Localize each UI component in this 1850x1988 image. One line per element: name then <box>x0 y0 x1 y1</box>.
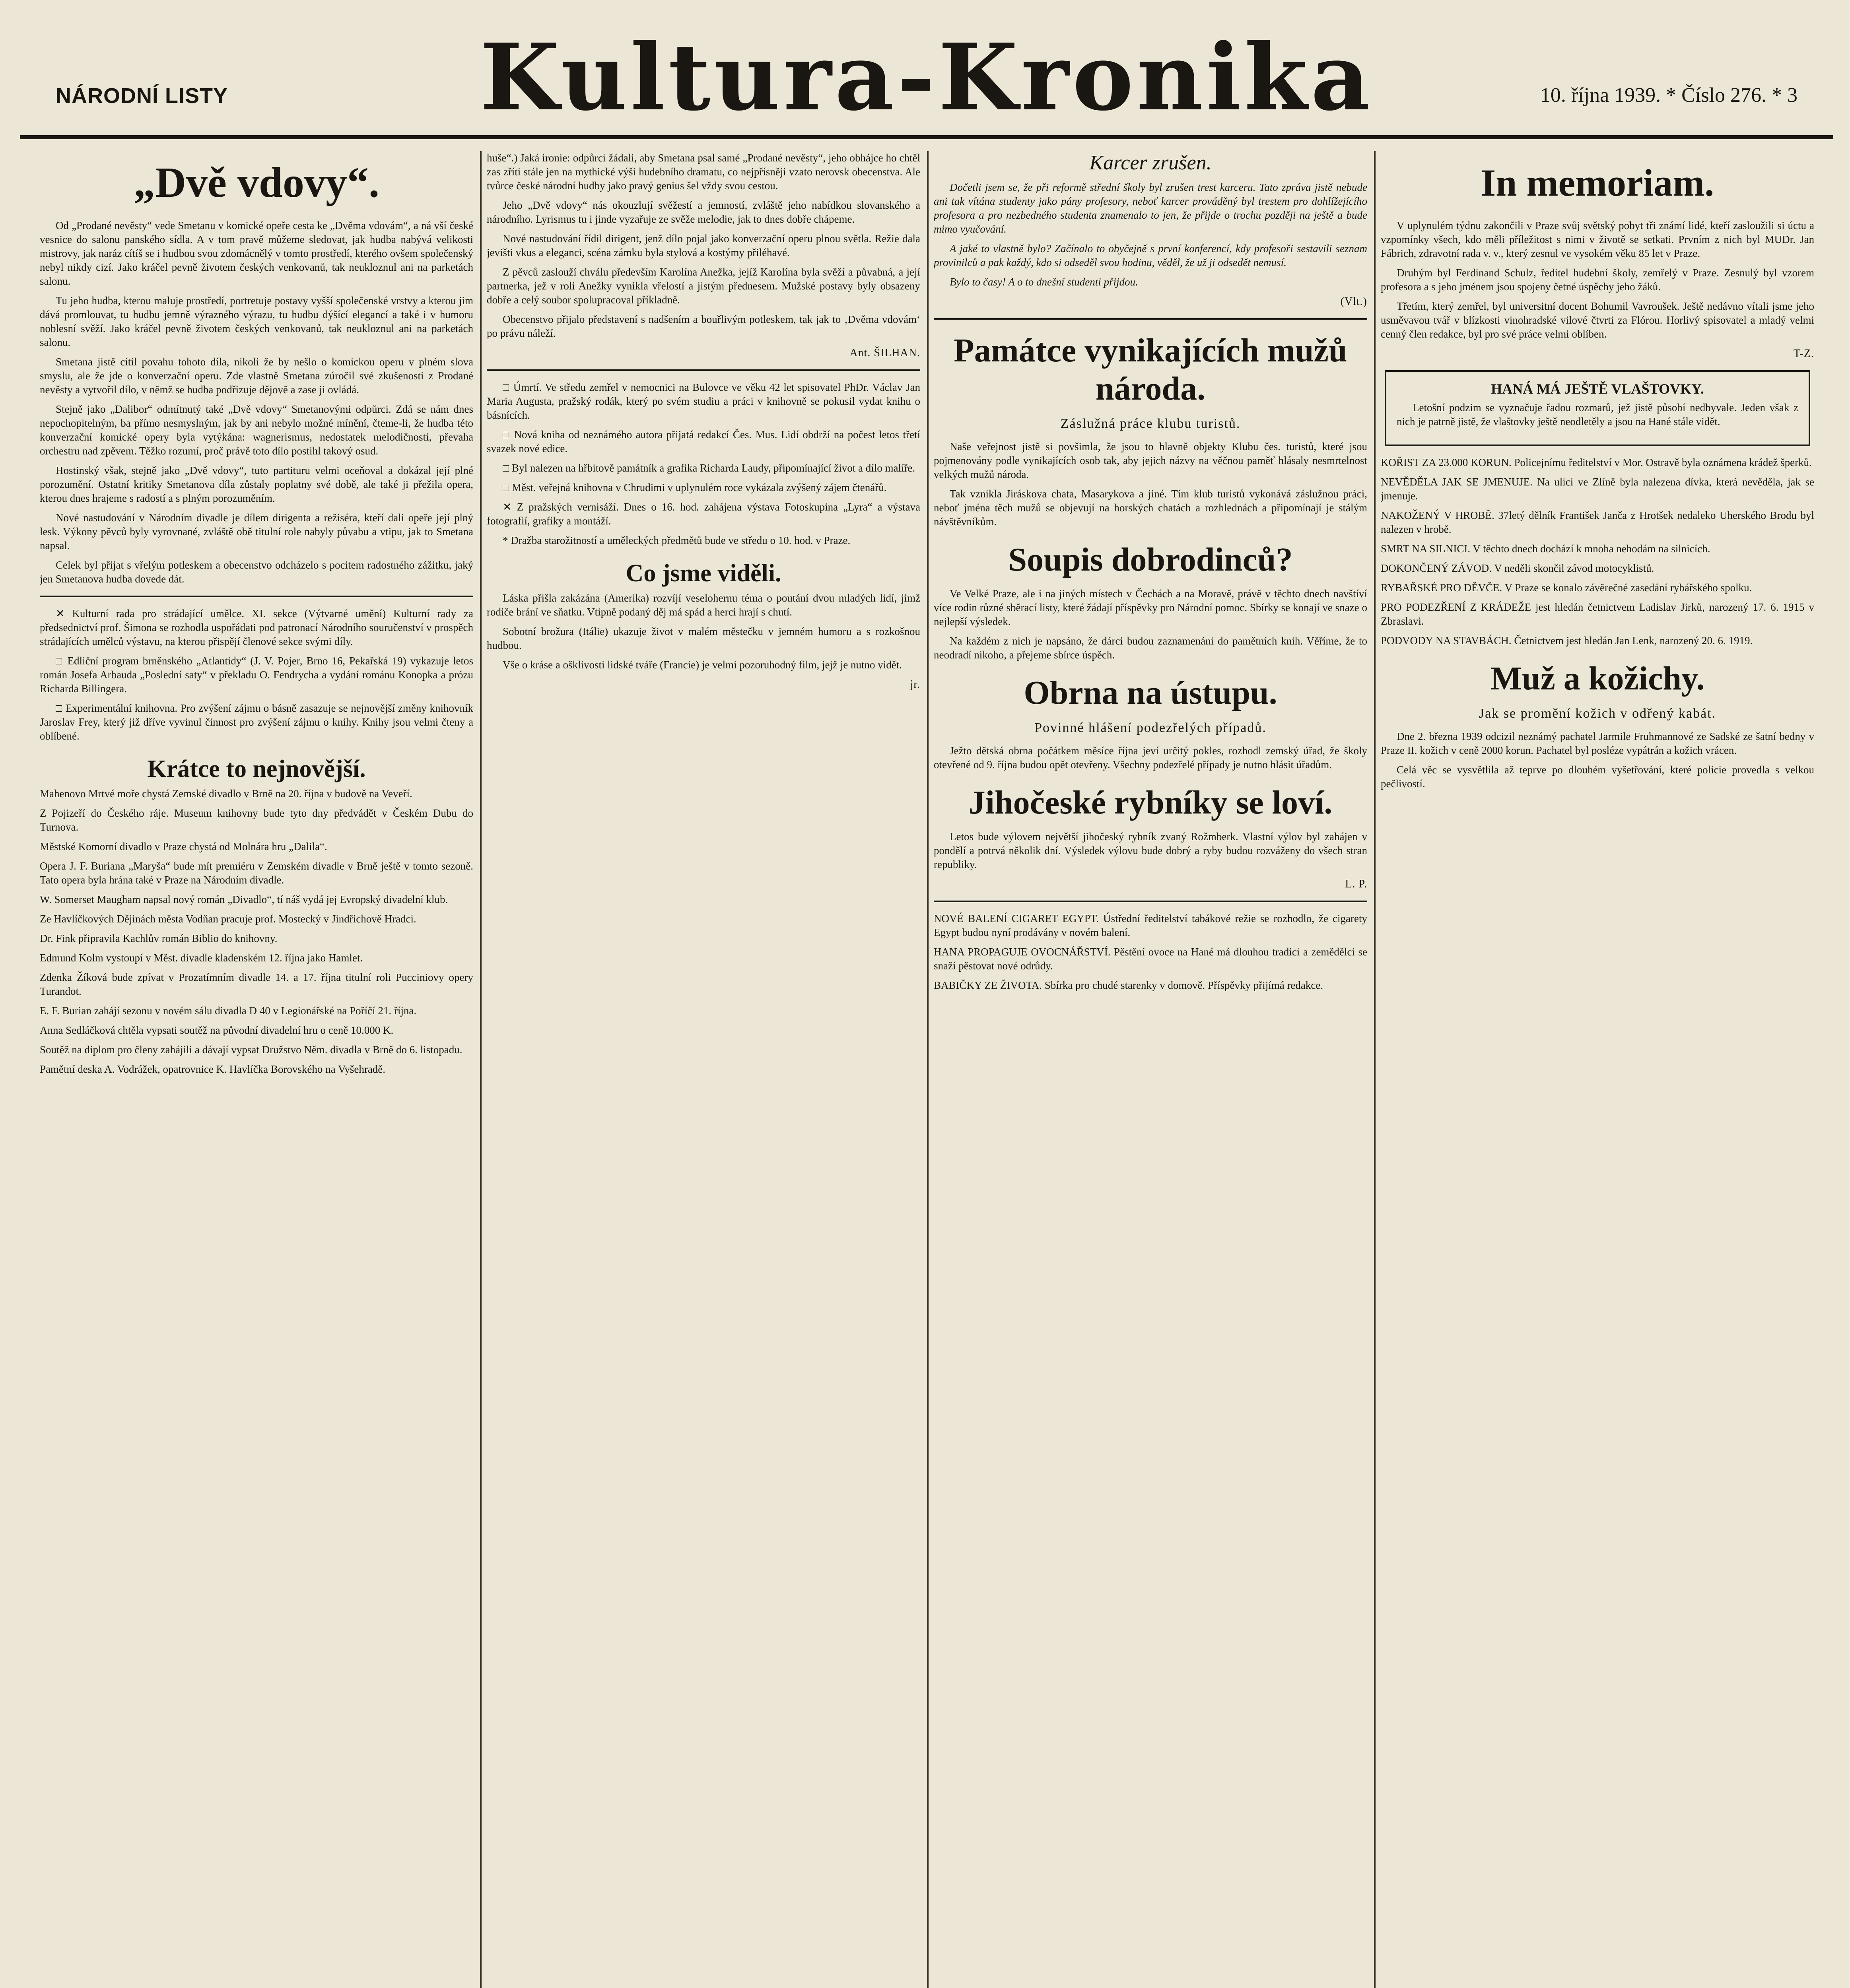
paragraph: Tu jeho hudba, kterou maluje prostředí, portretuje postavy vyšší společenské vrstvy a kterou jim dává promlouvat, tu hudbu jemně výrazného výrazu, tu hudbu dýšící elegancí a také i v humoru noblesní svěží. Jako kráčel pevně životem českých venkovanů, tak neukloznul ani na parketách salonu. <box>40 295 473 348</box>
article-subtitle: Jak se promění kožich v odřený kabát. <box>1479 706 1716 721</box>
author-signature: (Vlt.) <box>1340 295 1367 308</box>
film-review: Sobotní brožura (Itálie) ukazuje život v malém městečku v jemném humoru a s rozkošnou hudbou. <box>487 625 920 651</box>
note: □ Byl nalezen na hřbitově památník a grafika Richarda Laudy, připomínající život a dílo malíře. <box>503 462 915 474</box>
divider <box>487 369 920 371</box>
paragraph: Ve Velké Praze, ale i na jiných místech v Čechách a na Moravě, právě v těchto dnech navštíví více rodin různé sběrací listy, které žádají příspěvky pro Národní pomoc. Sbírky se konají ve snaze o nejlepší výsledek. <box>934 588 1367 627</box>
film-review: Láska přišla zakázána (Amerika) rozvíjí veselohernu téma o poutání dvou mladých lidí, jimž rodiče brání ve sňatku. Vtipně podaný děj má spád a herci hrají s chutí. <box>487 592 920 618</box>
brief-item: Edmund Kolm vystoupí v Měst. divadle kladenském 12. října jako Hamlet. <box>40 952 363 964</box>
section-heading: Co jsme viděli. <box>626 560 781 587</box>
author-signature: jr. <box>910 678 920 691</box>
column-4 <box>1381 151 1814 1988</box>
article-headline: Karcer zrušen. <box>1089 151 1212 174</box>
brief-item: Dr. Fink připravila Kachlův román Biblio do knihovny. <box>40 932 278 944</box>
paragraph: Z pěvců zaslouží chválu především Karolína Anežka, jejíž Karolína byla svěží a půvabná, a její partnerka, jež v roli Anežky vynikla vřelostí a jistým přednesem. Mužské postavy byly obsazeny dobře a celý soubor spolupracoval příkladně. <box>487 266 920 306</box>
news-item: BABIČKY ZE ŽIVOTA. Sbírka pro chudé starenky v domově. Příspěvky přijímá redakce. <box>934 979 1323 991</box>
paragraph: Celek byl přijat s vřelým potleskem a obecenstvo odcházelo s pocitem radostného zážitku, jaký jen Smetanova hudba dovede dát. <box>40 559 473 585</box>
article-subtitle: Záslužná práce klubu turistů. <box>1060 416 1241 431</box>
section-title: Kultura-Kronika <box>480 24 1374 131</box>
column-rule <box>480 151 482 1988</box>
divider <box>934 318 1367 320</box>
brief-item: Zdenka Žíková bude zpívat v Prozatímním divadle 14. a 17. října titulní roli Pucciniovy opery Turandot. <box>40 971 473 997</box>
news-item: NAKOŽENÝ V HROBĚ. 37letý dělník František Janča z Hrotšek nedaleko Uherského Brodu byl nalezen v hrobě. <box>1381 509 1814 535</box>
news-item: KOŘIST ZA 23.000 KORUN. Policejnímu ředitelství v Mor. Ostravě byla oznámena krádež šperků. <box>1381 456 1812 468</box>
column-3 <box>934 151 1367 1988</box>
article-headline: In memoriam. <box>1481 161 1714 204</box>
note: □ Edliční program brněnského „Atlantidy“ (J. V. Pojer, Brno 16, Pekařská 19) vykazuje letos román Josefa Arbaudа „Poslední saty“ v překladu O. Fendrycha a vydání románu Konopka a prózu Richarda Billingera. <box>40 655 473 695</box>
paragraph: A jaké to vlastně bylo? Začínalo to obyčejně s první konferencí, kdy profesoři sestavili seznam provinilců a pak každý, kdo si odseděl svou hodinu, věděl, že už ji odsedět nemusí. <box>934 243 1367 268</box>
news-item: RYBAŘSKÉ PRO DĚVČE. V Praze se konalo závěrečné zasedání rybářského spolku. <box>1381 582 1752 594</box>
news-item: DOKONČENÝ ZÁVOD. V neděli skončil závod motocyklistů. <box>1381 562 1654 574</box>
article-headline: „Dvě vdovy“. <box>134 159 379 206</box>
paragraph: Nové nastudování v Národním divadle je dílem dirigenta a režiséra, kteří dali opeře její plný lesk. Výkony pěvců byly vyrovnané, zvláště obě titulní role nabyly půvabu a vtipu, jak to Smetana napsal. <box>40 512 473 551</box>
note: □ Úmrtí. Ve středu zemřel v nemocnici na Bulovce ve věku 42 let spisovatel PhDr. Václav Jan Maria Augusta, pražský rodák, který po svém studiu a práci v knihovně se pokusil vydat knihu o básnících. <box>487 381 920 421</box>
news-item: NOVÉ BALENÍ CIGARET EGYPT. Ústřední ředitelství tabákové režie se rozhodlo, že cigarety Egypt budou nyní prodávány v novém balení. <box>934 912 1367 938</box>
column-rule <box>927 151 929 1988</box>
paragraph: Dne 2. března 1939 odcizil neznámý pachatel Jarmile Fruhmannové ze Sadské ze šatní bedny v Praze II. kožich v ceně 2000 korun. Pachatel byl posléze vypátrán a kožich vrácen. <box>1381 730 1814 756</box>
article-headline: Soupis dobrodinců? <box>1008 541 1293 578</box>
paragraph: Hostinský však, stejně jako „Dvě vdovy“, tuto partituru velmi oceňoval a dokázal její plné porozumění. Ostatní kritiky Smetanova díla zůstaly poplatny své době, ale také ji přežila opera, kterou dnes hrajeme s radostí a s plným porozuměním. <box>40 464 473 504</box>
note: □ Nová kniha od neznámého autora přijatá redakcí Čes. Mus. Lidí obdrží na počest letos třetí svazek nové edice. <box>487 429 920 454</box>
boxed-notice <box>1385 370 1810 446</box>
paragraph: Na každém z nich je napsáno, že dárci budou zaznamenáni do pamětních knih. Věříme, že to neodradí nikoho, a přejeme sbírce úspěch. <box>934 635 1367 661</box>
column-2 <box>487 151 920 1988</box>
note: □ Experimentální knihovna. Pro zvýšení zájmu o básně zasazuje se nejnovější změny knihovník Jaroslav Frey, který již dříve vyvinul činnost pro zvýšení zájmu o knihy. Knihy jsou velmi čteny a oblíbené. <box>40 702 473 742</box>
brief-item: E. F. Burian zahájí sezonu v novém sálu divadla D 40 v Legionářské na Poříčí 21. října. <box>40 1005 417 1017</box>
notice-title: HANÁ MÁ JEŠTĚ VLAŠTOVKY. <box>1491 381 1704 397</box>
news-item: SMRT NA SILNICI. V těchto dnech dochází k mnoha nehodám na silnicích. <box>1381 543 1710 555</box>
brief-item: Ze Havlíčkových Dějinách města Vodňan pracuje prof. Mostecký v Jindřichově Hradci. <box>40 913 416 925</box>
brief-item: W. Somerset Maugham napsal nový román „Divadlo“, tí náš vydá jej Evropský divadelní klub. <box>40 893 448 905</box>
article-subtitle: Povinné hlášení podezřelých případů. <box>1034 720 1267 735</box>
brief-item: Anna Sedláčková chtěla vypsati soutěž na původní divadelní hru o ceně 10.000 K. <box>40 1024 394 1036</box>
column-1 <box>40 151 473 1988</box>
brief-item: Mahenovo Mrtvé moře chystá Zemské divadlo v Brně na 20. října v budově na Veveří. <box>40 788 412 800</box>
paragraph: Ježto dětská obrna počátkem měsíce října jeví určitý pokles, rozhodl zemský úřad, že školy otevřené od 9. října budou opět otevřeny. Všechny podezřelé případy je nutno hlásit úřadům. <box>934 745 1367 771</box>
note: ✕ Kulturní rada pro strádající umělce. XI. sekce (Výtvarné umění) Kulturní rady za předsednictví prof. Šimona se rozhodla uspořádati pod patronací Národního souručenství v prospěch strádajících umělců výstavu, na kterou přispějí členové sekce svými díly. <box>40 608 473 647</box>
paragraph: Jeho „Dvě vdovy“ nás okouzlují svěžestí a jemností, zvláště jeho nabídkou slovanského a národního. Lyrismus tu i jinde vyzařuje ze svěže melodie, jak to dnes dobře chápeme. <box>487 199 920 225</box>
note: □ Měst. veřejná knihovna v Chrudimi v uplynulém roce vykázala zvýšený zájem čtenářů. <box>503 481 887 493</box>
article-headline: Muž a kožichy. <box>1490 660 1705 697</box>
paragraph: Třetím, který zemřel, byl universitní docent Bohumil Vavroušek. Ještě nedávno vítali jsme jeho usměvavou tvář v blízkosti vinohradské vilové čtvrti za Flórou. Horlivý spisovatel a mladý velmi cenný člen redakce, byl pro své práce velmi oblíben. <box>1381 300 1814 340</box>
paragraph: Tak vznikla Jiráskova chata, Masarykova a jiné. Tím klub turistů vykonává záslužnou práci, neboť jména těch mužů se objevují na horských chatách a rozhlednách a připomínají je stálým návštěvníkům. <box>934 488 1367 528</box>
paragraph: Od „Prodané nevěsty“ vede Smetanu v komické opeře cesta ke „Dvěma vdovám“, a ná vší české vesnice do salonu panského sídla. A v tom pravě můžeme sledovat, jak hudba nabývá velikosti mistrovy, jak naráz cítíš se i hudbou svou zdomácnělý v tomto prostředí, kterého ovšem společenský nebyl nikdy cizí. Jako kráčel pevně životem českých venkovanů, tak neukloznul ani na parketách salonu. <box>40 219 473 287</box>
news-item: PRO PODEZŘENÍ Z KRÁDEŽE jest hledán četnictvem Ladislav Jirků, narozený 17. 6. 1915 v Zbraslavi. <box>1381 601 1814 627</box>
brief-item: Z Pojizeří do Českého ráje. Museum knihovny bude tyto dny předvádět v Českém Dubu do Turnova. <box>40 807 473 833</box>
film-review: Vše o kráse a ošklivosti lidské tváře (Francie) je velmi pozoruhodný film, jejž je nutno vidět. <box>503 659 902 671</box>
newspaper-name: NÁRODNÍ LISTY <box>56 84 228 108</box>
article-headline: Památce vynikajících mužů národa. <box>954 332 1347 407</box>
paragraph: V uplynulém týdnu zakončili v Praze svůj světský pobyt tři známí lidé, kteří zasloužili si úctu a vzpomínky všech, kdo měli příležitost s nimi v životě se setkati. Prvním z nich byl MUDr. Jan Fábrich, zdravotní rada v. v., který zesnul ve vysokém věku 85 let v Praze. <box>1381 219 1814 259</box>
brief-item: Městské Komorní divadlo v Praze chystá od Molnára hru „Dalila“. <box>40 841 327 852</box>
paragraph: Nové nastudování řídil dirigent, jenž dílo pojal jako konverzační operu plnou světla. Režie dala jevišti vkus a eleganci, scéna zámku byla stylová a kostýmy přiléhavé. <box>487 233 920 258</box>
news-item: PODVODY NA STAVBÁCH. Četnictvem jest hledán Jan Lenk, narozený 20. 6. 1919. <box>1381 635 1753 646</box>
author-signature: Ant. ŠILHAN. <box>849 347 920 359</box>
divider <box>934 901 1367 902</box>
paragraph: huše“.) Jaká ironie: odpůrci žádali, aby Smetana psal samé „Prodané nevěsty“, jeho obhájce ho chtěl zas zříti stále jen na mythické výši hudebního dramatu, co nejpřísněji vzato nerovsk obecenstva. Ale tvůrce české národní hudby jako pravý genius šel vždy svou cestou. <box>487 152 920 192</box>
column-rule <box>1374 151 1376 1988</box>
author-signature: T-Z. <box>1794 348 1814 360</box>
issue-date: 10. října 1939. * Číslo 276. * 3 <box>1540 84 1798 107</box>
brief-item: Opera J. F. Buriana „Maryša“ bude mít premiéru v Zemském divadle v Brně ještě v tomto sezoně. Tato opera byla hrána také v Praze na Národním divadle. <box>40 860 473 886</box>
brief-item: Pamětní deska A. Vodrážek, opatrovnice K. Havlíčka Borovského na Vyšehradě. <box>40 1063 386 1075</box>
paragraph: Naše veřejnost jistě si povšimla, že jsou to hlavně objekty Klubu čes. turistů, které jsou pojmenovány podle vynikajících osob tak, aby jejich názvy na věčnou paměť hlásaly nesmrtelnost velkých mužů národa. <box>934 441 1367 480</box>
divider <box>40 596 473 597</box>
news-item: HANA PROPAGUJE OVOCNÁŘSTVÍ. Pěstění ovoce na Hané má dlouhou tradici a zemědělci se snaží pěstovat nové odrůdy. <box>934 946 1367 972</box>
note: * Dražba starožitností a uměleckých předmětů bude ve středu o 10. hod. v Praze. <box>503 534 851 546</box>
paragraph: Smetana jistě cítil povahu tohoto díla, nikoli že by nešlo o komickou operu v plném slova smyslu, ale že jde o konverzační operu. Zde vlastně Smetana zúročil své zkušenosti z Prodané nevěsty a vytvořil dílo, v němž se hudba podřizuje dějově a zase ji ovládá. <box>40 356 473 396</box>
news-item: NEVĚDĚLA JAK SE JMENUJE. Na ulici ve Zlíně byla nalezena dívka, která nevěděla, jak se jmenuje. <box>1381 476 1814 502</box>
paragraph: Letos bude výlovem největší jihočeský rybník zvaný Rožmberk. Vlastní výlov byl zahájen v pondělí a potrvá několik dní. Výsledek výlovu bude dobrý a ryby budou rozváženy do všech stran republiky. <box>934 831 1367 870</box>
paragraph: Obecenstvo přijalo představení s nadšením a bouřlivým potleskem, tak jak to ‚Dvěma vdovám‘ po právu náleží. <box>487 313 920 339</box>
author-signature: L. P. <box>1345 878 1367 890</box>
paragraph: Bylo to časy! A o to dnešní studenti přijdou. <box>950 276 1138 288</box>
note: ✕ Z pražských vernisáží. Dnes o 16. hod. zahájena výstava Fotoskupina „Lyra“ a výstava fotografií, grafiky a montáží. <box>487 501 920 527</box>
article-headline: Jihočeské rybníky se loví. <box>968 784 1333 821</box>
paragraph: Druhým byl Ferdinand Schulz, ředitel hudební školy, zemřelý v Praze. Zesnulý byl vzorem profesora a s jeho jménem jsou spojeny četné úspěchy jeho žáků. <box>1381 267 1814 293</box>
notice-text: Letošní podzim se vyznačuje řadou rozmarů, jež jistě působí nedbyvale. Jeden však z nich je patrně jistě, že vlaštovky ještě neodletěly a jsou na Hané stále vidět. <box>1397 402 1798 427</box>
paragraph: Stejně jako „Dalibor“ odmítnutý také „Dvě vdovy“ Smetanovými odpůrci. Zdá se nám dnes nepochopitelným, ba přímo nesmyslným, jak by ani nebylo možné mínění, čteme-li, že hudba této konverzační komické opery byla vytýkána: wagnerismus, nedostatek melodičnosti, převaha orchestru nad zpěvem. Těžko rozumí, proč právě toto dílo postihl takový osud. <box>40 403 473 457</box>
article-headline: Obrna na ústupu. <box>1024 674 1277 711</box>
section-heading: Krátce to nejnovější. <box>147 755 366 782</box>
brief-item: Soutěž na diplom pro členy zahájili a dávají vypsat Družstvo Něm. divadla v Brně do 6. listopadu. <box>40 1044 462 1056</box>
paragraph: Dočetli jsem se, že při reformě střední školy byl zrušen trest karceru. Tato zpráva jistě nebude ani tak vítána studenty jako pány profesory, neboť karcer prováděný byl trestem pro dohlížejícího profesora a pro nezbedného studenta znamenalo to jen, že přijde o trochu později na ještě a bude mimo vyučování. <box>934 181 1367 235</box>
masthead <box>20 16 1833 139</box>
paragraph: Celá věc se vysvětlila až teprve po dlouhém vyšetřování, které policie provedla s velkou pečlivostí. <box>1381 764 1814 790</box>
